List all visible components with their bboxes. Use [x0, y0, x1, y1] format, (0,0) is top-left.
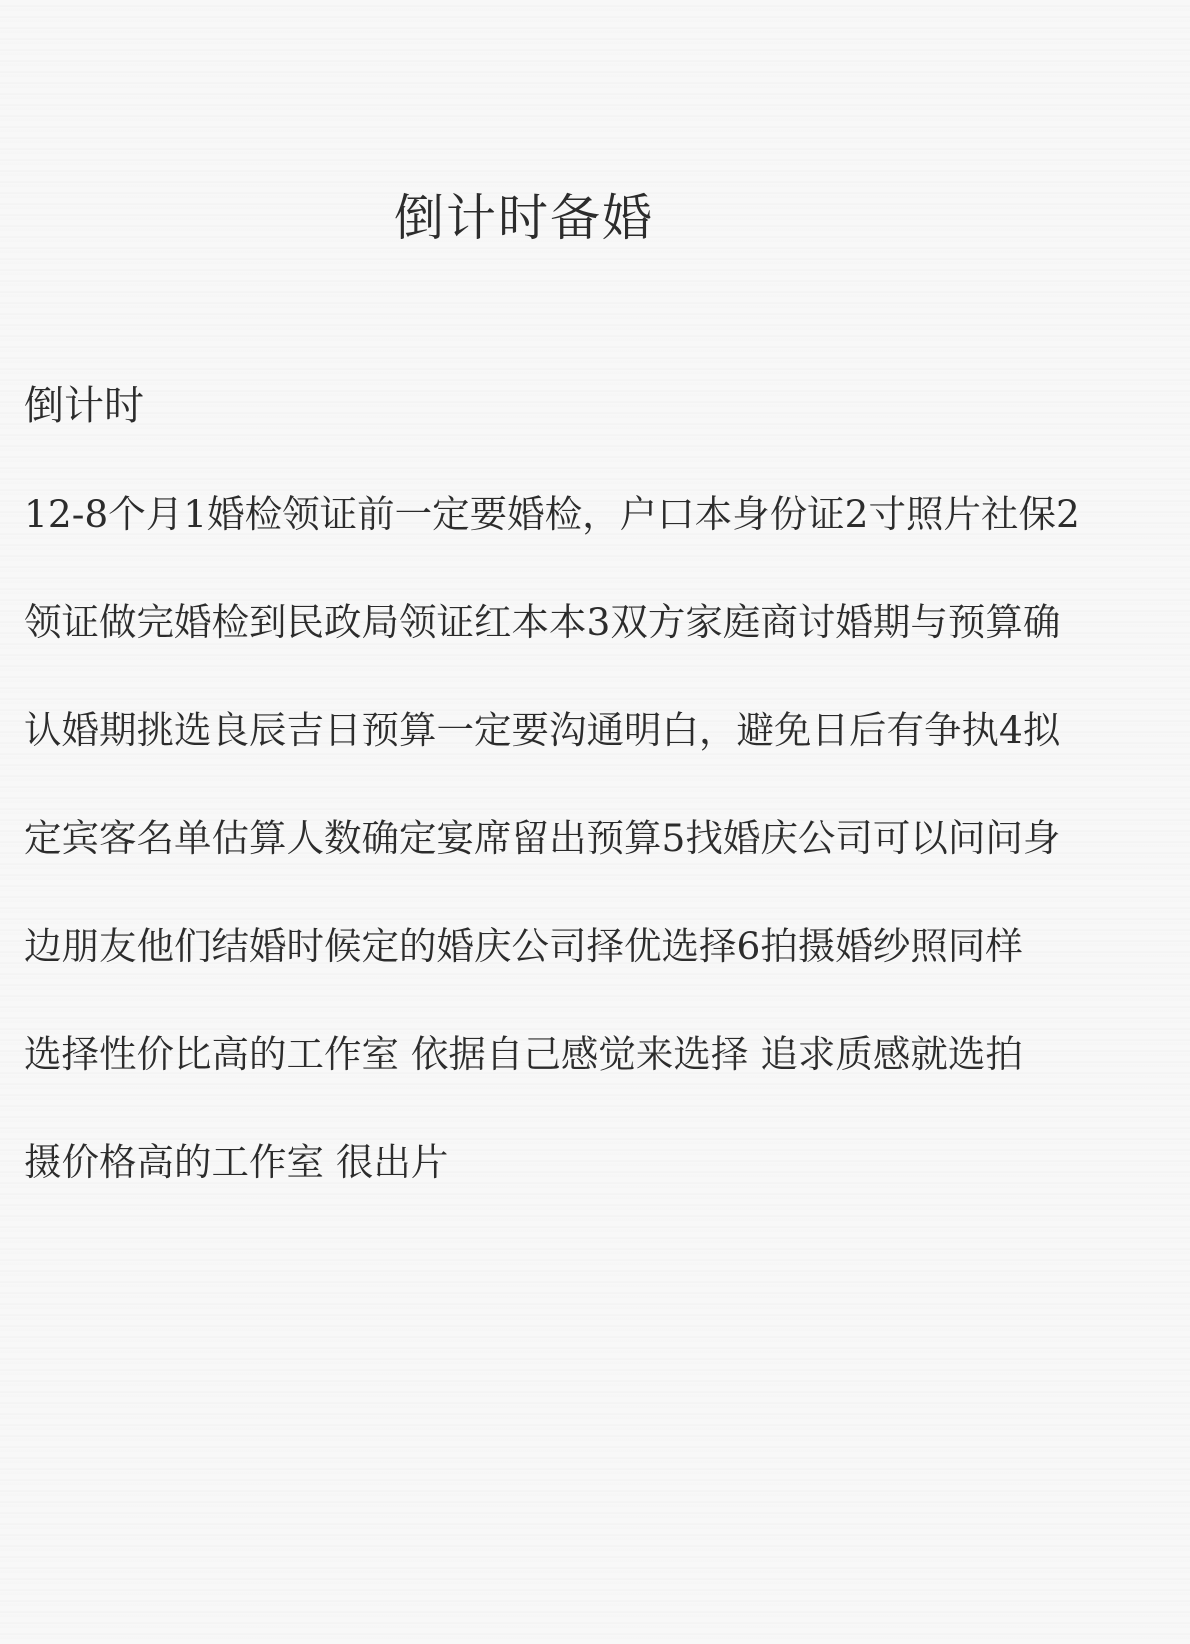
body-line: 认婚期挑选良辰吉日预算一定要沟通明白，避免日后有争执4拟 — [24, 708, 1061, 752]
body-line: 摄价格高的工作室 很出片 — [24, 1140, 449, 1184]
body-line: 领证做完婚检到民政局领证红本本3双方家庭商讨婚期与预算确 — [24, 600, 1061, 644]
body-text — [24, 486, 1174, 1242]
page-title: 倒计时备婚 — [394, 189, 654, 247]
body-line: 边朋友他们结婚时候定的婚庆公司择优选择6拍摄婚纱照同样 — [24, 924, 1023, 968]
body-line: 选择性价比高的工作室 依据自己感觉来选择 追求质感就选拍 — [24, 1032, 1023, 1076]
body-line: 12-8个月1婚检领证前一定要婚检，户口本身份证2寸照片社保2 — [24, 492, 1080, 536]
body-line: 定宾客名单估算人数确定宴席留出预算5找婚庆公司可以问问身 — [24, 816, 1061, 860]
section-heading: 倒计时 — [24, 383, 144, 429]
